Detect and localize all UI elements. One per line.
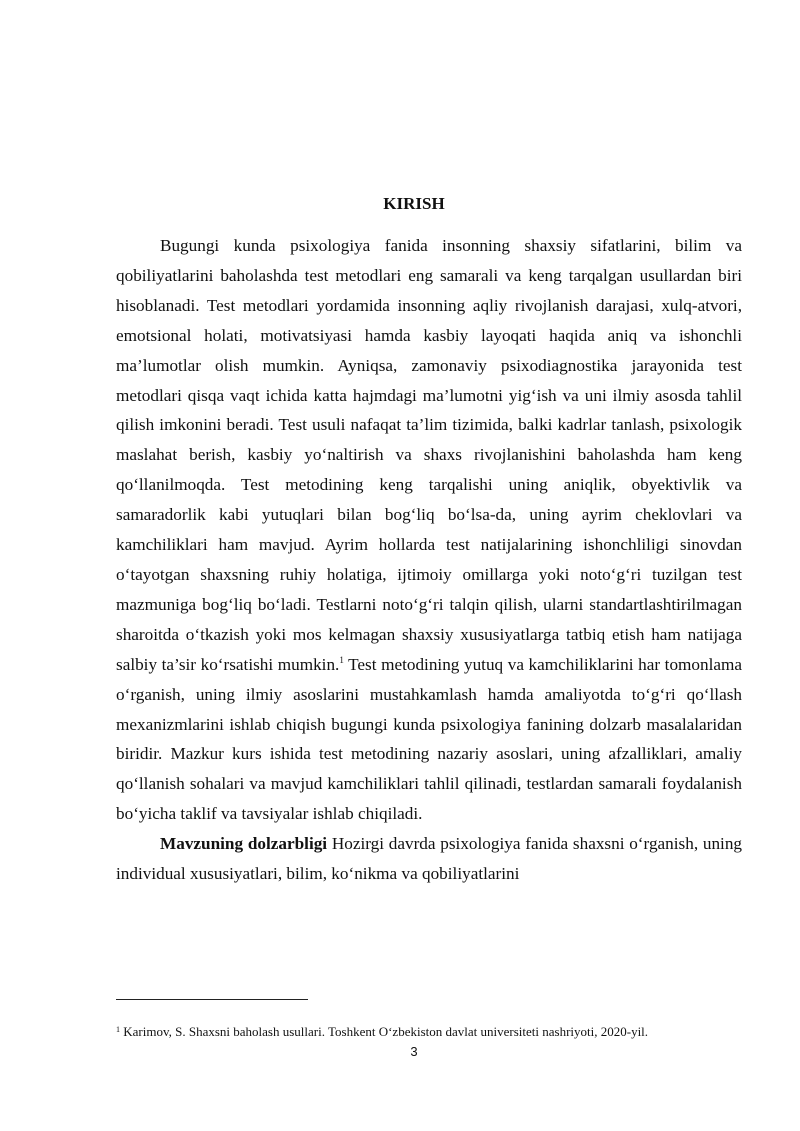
body-text	[116, 231, 742, 889]
intro-paragraph-part1: Bugungi kunda psixologiya fanida insonning shaxsiy sifatlarini, bilim va qobiliyatlarini baholashda test metodlari eng samarali va keng tarqalgan usullardan biri hisoblanadi. Test metodlari yordamida insonning aqliy rivojlanish darajasi, xulq-atvori, emotsional holati, motivatsiyasi hamda kasbiy layoqati haqida aniq va ishonchli ma’lumotlar olish mumkin. Ayniqsa, zamonaviy psixodiagnostika jarayonida test metodlari qisqa vaqt ichida katta hajmdagi ma’lumotni yig‘ish va uni ilmiy asosda tahlil qilish imkonini beradi. Test usuli nafaqat ta’lim tizimida, balki kadrlar tanlash, psixologik maslahat berish, kasbiy yo‘naltirish va shaxs rivojlanishini baholashda ham keng qo‘llanilmoqda. Test metodining keng tarqalishi uning aniqlik, obyektivlik va samaradorlik kabi yutuqlari bilan bog‘liq bo‘lsa-da, uning ayrim cheklovlari va kamchiliklari ham mavjud. Ayrim hollarda test natijalarining ishonchliligi sinovdan o‘tayotgan shaxsning ruhiy holatiga, ijtimoiy omillarga yoki noto‘g‘ri tuzilgan test mazmuniga bog‘liq bo‘ladi. Testlarni noto‘g‘ri talqin qilish, ularni standartlashtirilmagan sharoitda o‘tkazish yoki mos kelmagan shaxsiy xususiyatlarga tatbiq etish ham natijaga salbiy ta’sir ko‘rsatishi mumkin.	[116, 236, 742, 674]
intro-paragraph-part2: Test metodining yutuq va kamchiliklarini har tomonlama o‘rganish, uning ilmiy asoslarini mustahkamlash hamda amaliyotda to‘g‘ri qo‘llash mexanizmlarini ishlab chiqish bugungi kunda psixologiya fanining dolzarb masalalaridan biridir. Mazkur kurs ishida test metodining nazariy asoslari, uning afzalliklari, amaliy qo‘llanish sohalari va mavjud kamchiliklari tahlil qilinadi, testlardan samarali foydalanish bo‘yicha taklif va tavsiyalar ishlab chiqiladi.	[116, 654, 742, 824]
footnote-reference: 1	[339, 654, 344, 665]
footnote-text: Karimov, S. Shaxsni baholash usullari. Toshkent O‘zbekiston davlat universiteti nashriyoti, 2020-yil.	[123, 1024, 649, 1039]
relevance-paragraph	[116, 829, 742, 889]
footnote-separator	[116, 999, 308, 1000]
footnote-number: 1	[116, 1025, 120, 1034]
page-number: 3	[410, 1044, 418, 1059]
relevance-heading: Mavzuning dolzarbligi	[160, 834, 328, 854]
footnote	[116, 1024, 746, 1040]
intro-paragraph	[116, 231, 742, 829]
section-title: KIRISH	[383, 194, 445, 213]
relevance-text: Hozirgi davrda psixologiya fanida shaxsni o‘rganish, uning individual xususiyatlari, bilim, ko‘nikma va qobiliyatlarini	[116, 834, 743, 884]
